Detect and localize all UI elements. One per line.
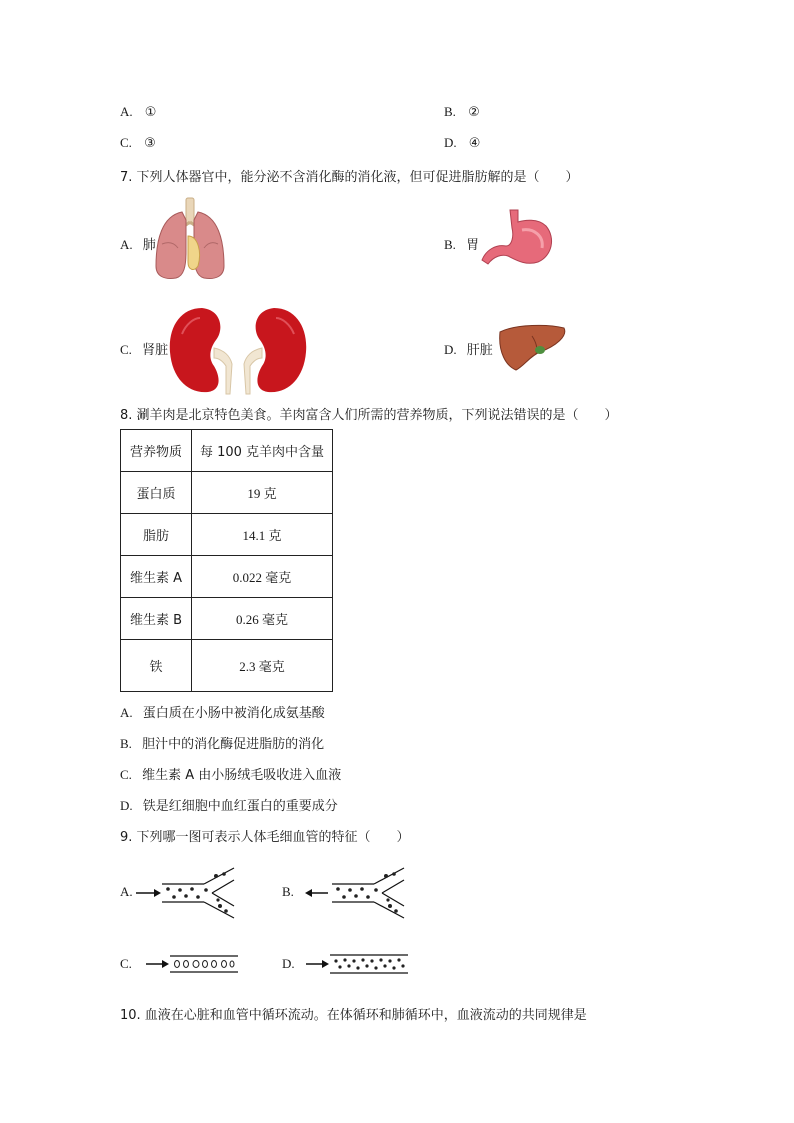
option-text: 铁是红细胞中血红蛋白的重要成分 xyxy=(142,799,338,814)
table-cell: 0.26 毫克 xyxy=(192,598,333,640)
table-cell: 19 克 xyxy=(192,472,333,514)
option-label: B. xyxy=(444,237,456,252)
option-label: A. xyxy=(120,104,133,119)
table-cell: 2.3 毫克 xyxy=(192,640,333,692)
option-label: C. xyxy=(120,767,132,782)
option-text: 肾脏 xyxy=(142,343,169,358)
table-cell: 脂肪 xyxy=(121,514,192,556)
table-cell: 铁 xyxy=(121,640,192,692)
kidneys-icon xyxy=(168,304,308,396)
option-text: 蛋白质在小肠中被消化成氨基酸 xyxy=(142,706,325,721)
branching-vessel-left-arrow-icon xyxy=(302,866,408,920)
q7-stem: 7. 下列人体器官中，能分泌不含消化酶的消化液，但可促进脂肪解的是（ ） xyxy=(120,170,579,185)
option-text: ③ xyxy=(144,136,156,151)
table-row xyxy=(121,640,333,692)
option-text: 维生素 A 由小肠绒毛吸收进入血液 xyxy=(142,768,342,783)
table-row xyxy=(121,598,333,640)
option-text: 胃 xyxy=(466,238,480,253)
stomach-icon xyxy=(480,206,556,272)
liver-icon xyxy=(496,322,568,372)
q7-option-c[interactable] xyxy=(120,339,168,358)
q9-option-d-label[interactable]: D. xyxy=(282,956,295,971)
table-row xyxy=(121,472,333,514)
q7-option-b[interactable] xyxy=(444,234,479,253)
option-label: A. xyxy=(120,705,133,720)
table-cell: 14.1 克 xyxy=(192,514,333,556)
q9-option-b-label[interactable]: B. xyxy=(282,884,294,899)
option-label: A. xyxy=(120,237,133,252)
q8-option-d[interactable] xyxy=(120,795,338,814)
option-label: B. xyxy=(444,104,456,119)
single-file-cells-vessel-icon xyxy=(144,953,240,975)
q6-option-d[interactable] xyxy=(444,135,480,151)
q9-stem: 9. 下列哪一图可表示人体毛细血管的特征（ ） xyxy=(120,830,410,845)
table-cell: 蛋白质 xyxy=(121,472,192,514)
q8-stem: 8. 涮羊肉是北京特色美食。羊肉富含人们所需的营养物质，下列说法错误的是（ ） xyxy=(120,408,618,423)
q8-option-c[interactable] xyxy=(120,764,341,783)
q9-option-a-label[interactable]: A. xyxy=(120,884,133,899)
q9-option-c-label[interactable]: C. xyxy=(120,956,132,971)
branching-vessel-right-arrow-icon xyxy=(134,866,238,920)
option-text: ② xyxy=(468,105,480,120)
option-label: D. xyxy=(444,342,457,357)
option-text: ① xyxy=(144,105,157,120)
table-cell: 0.022 毫克 xyxy=(192,556,333,598)
table-cell: 维生素 A xyxy=(121,556,192,598)
option-text: 肝脏 xyxy=(466,343,493,358)
option-label: D. xyxy=(444,135,457,150)
table-cell: 维生素 B xyxy=(121,598,192,640)
option-text: 胆汁中的消化酶促进脂肪的消化 xyxy=(142,737,325,752)
table-header-row xyxy=(121,430,333,472)
table-header-cell: 营养物质 xyxy=(121,430,192,472)
table-header-cell: 每 100 克羊肉中含量 xyxy=(192,430,333,472)
table-row xyxy=(121,514,333,556)
option-text: ④ xyxy=(468,136,481,151)
option-label: B. xyxy=(120,736,132,751)
q6-option-b[interactable] xyxy=(444,104,480,120)
q8-option-b[interactable] xyxy=(120,733,324,752)
option-text: 肺 xyxy=(142,238,156,253)
dense-cells-vessel-icon xyxy=(304,953,410,975)
option-label: C. xyxy=(120,135,132,150)
nutrition-table xyxy=(120,429,333,692)
option-label: D. xyxy=(120,798,133,813)
table-row xyxy=(121,556,333,598)
q6-option-c[interactable] xyxy=(120,135,156,151)
q10-stem: 10. 血液在心脏和血管中循环流动。在体循环和肺循环中，血液流动的共同规律是 xyxy=(120,1008,587,1023)
q7-option-a[interactable] xyxy=(120,234,156,253)
option-label: C. xyxy=(120,342,132,357)
q6-option-a[interactable] xyxy=(120,104,156,120)
q7-option-d[interactable] xyxy=(444,339,493,358)
lungs-icon xyxy=(152,196,228,282)
q8-option-a[interactable] xyxy=(120,702,325,721)
